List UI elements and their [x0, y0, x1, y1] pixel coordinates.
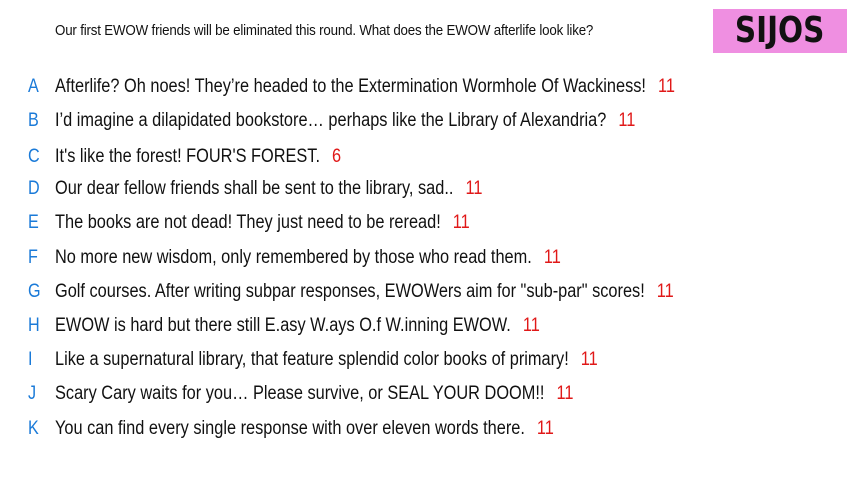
response-text: Our dear fellow friends shall be sent to the library, sad.. [55, 178, 454, 199]
response-row-h [0, 311, 853, 341]
response-row-c [0, 142, 853, 172]
response-line [55, 106, 635, 136]
word-count: 11 [618, 110, 636, 131]
response-row-j [0, 379, 853, 409]
response-text: The books are not dead! They just need to be reread! [55, 212, 441, 233]
response-row-k [0, 414, 853, 444]
response-letter: F [28, 247, 38, 268]
response-line [55, 174, 482, 204]
response-letter: J [28, 383, 37, 404]
response-text: EWOW is hard but there still E.asy W.ays O.f W.inning EWOW. [55, 315, 511, 336]
response-letter: A [28, 76, 39, 97]
response-text: Scary Cary waits for you… Please survive, or SEAL YOUR DOOM!! [55, 383, 545, 404]
response-line [55, 379, 573, 409]
response-line [55, 208, 470, 238]
response-letter: K [28, 418, 39, 439]
response-line [55, 311, 540, 341]
response-letter: I [28, 349, 33, 370]
response-row-d [0, 174, 853, 204]
response-row-f [0, 243, 853, 273]
contestant-name: SIJOS [735, 10, 825, 51]
word-count: 11 [556, 383, 574, 404]
response-row-a [0, 72, 853, 102]
response-text: I’d imagine a dilapidated bookstore… perhaps like the Library of Alexandria? [55, 110, 607, 131]
response-row-i [0, 345, 853, 375]
word-count: 11 [543, 247, 561, 268]
response-letter: C [28, 146, 40, 167]
response-text: Like a supernatural library, that feature splendid color books of primary! [55, 349, 569, 370]
word-count: 11 [657, 76, 675, 97]
response-row-e [0, 208, 853, 238]
word-count: 11 [465, 178, 483, 199]
response-letter: H [28, 315, 40, 336]
response-letter: G [28, 281, 41, 302]
response-row-g [0, 277, 853, 307]
response-letter: E [28, 212, 39, 233]
response-letter: D [28, 178, 40, 199]
response-line [55, 142, 341, 172]
response-text: You can find every single response with over eleven words there. [55, 418, 525, 439]
response-line [55, 72, 675, 102]
response-text: Afterlife? Oh noes! They’re headed to the Extermination Wormhole Of Wackiness! [55, 76, 646, 97]
word-count: 11 [452, 212, 470, 233]
response-text: It's like the forest! FOUR'S FOREST. [55, 146, 321, 167]
response-line [55, 243, 561, 273]
word-count: 6 [332, 146, 342, 167]
word-count: 11 [536, 418, 554, 439]
word-count: 11 [656, 281, 674, 302]
word-count: 11 [580, 349, 598, 370]
word-count: 11 [522, 315, 540, 336]
response-text: Golf courses. After writing subpar responses, EWOWers aim for "sub-par" scores! [55, 281, 645, 302]
response-row-b [0, 106, 853, 136]
response-line [55, 345, 598, 375]
response-line [55, 277, 674, 307]
response-letter: B [28, 110, 39, 131]
prompt-text: Our first EWOW friends will be eliminated this round. What does the EWOW afterlife look like? [55, 23, 594, 39]
response-line [55, 414, 554, 444]
contestant-badge [713, 9, 847, 53]
response-text: No more new wisdom, only remembered by those who read them. [55, 247, 532, 268]
